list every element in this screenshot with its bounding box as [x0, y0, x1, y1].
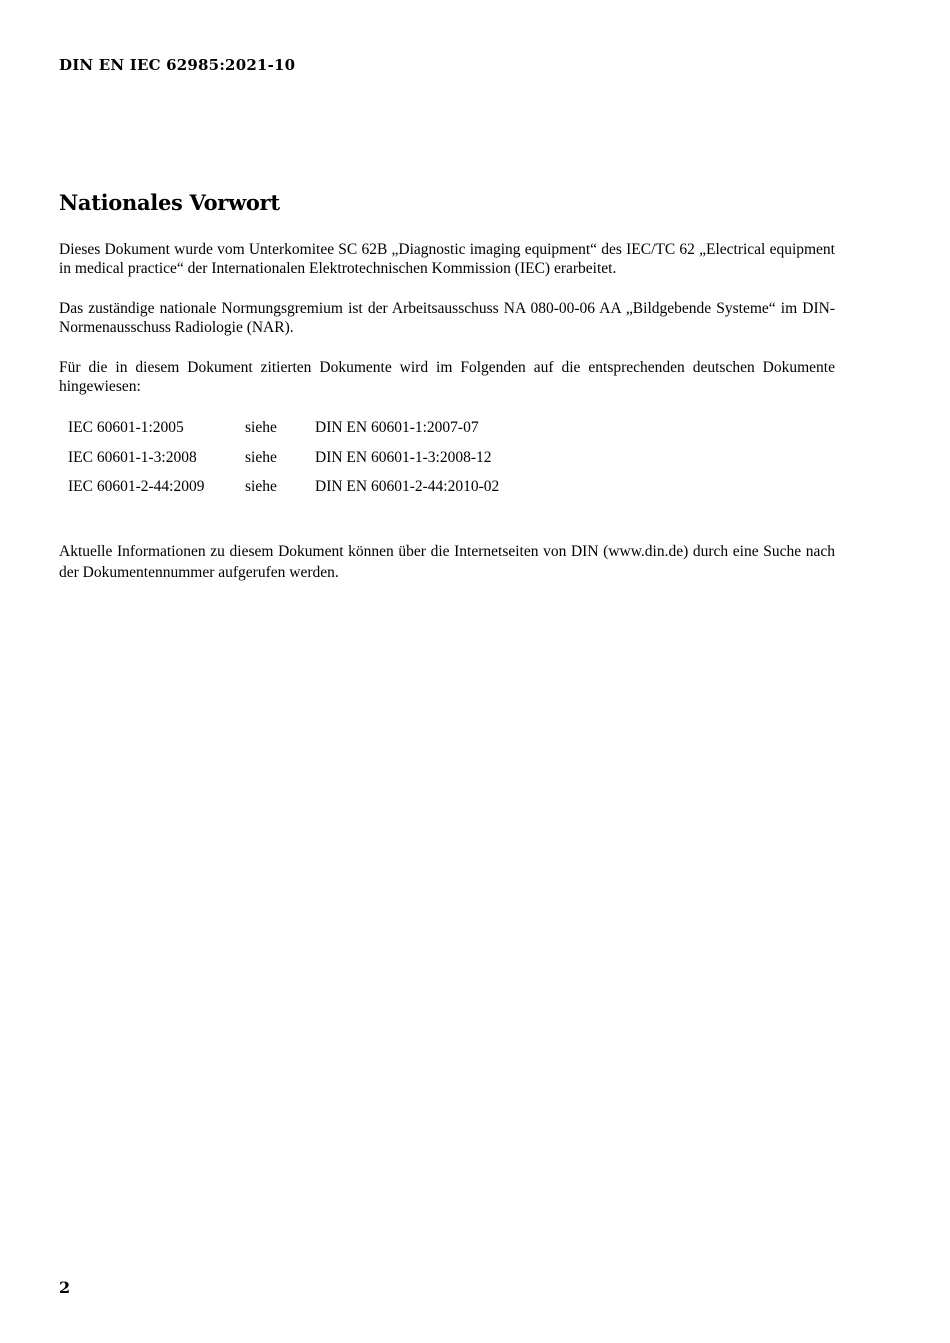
- reference-iec: IEC 60601-2-44:2009: [68, 478, 205, 495]
- document-id: DIN EN IEC 62985:2021-10: [59, 56, 296, 74]
- paragraph-references-intro: Für die in diesem Dokument zitierten Dokumente wird im Folgenden auf die entsprechenden deutschen Dokumente hingewiesen:: [59, 359, 835, 395]
- reference-din: DIN EN 60601-2-44:2010-02: [315, 478, 500, 495]
- reference-din: DIN EN 60601-1:2007-07: [315, 419, 479, 436]
- reference-relation: siehe: [245, 448, 277, 466]
- reference-row: [68, 419, 568, 449]
- reference-iec: IEC 60601-1-3:2008: [68, 448, 197, 466]
- reference-din: DIN EN 60601-1-3:2008-12: [315, 448, 492, 466]
- reference-relation: siehe: [245, 419, 277, 436]
- section-title: Nationales Vorwort: [59, 190, 280, 215]
- paragraph-origin: Dieses Dokument wurde vom Unterkomitee SC 62B „Diagnostic imaging equipment“ des IEC/TC 62 „Electrical equipment in medical practice“ der Internationalen Elektrotechnischen Kommission (IEC) erarbeitet.: [59, 241, 835, 277]
- reference-iec: IEC 60601-1:2005: [68, 419, 184, 436]
- paragraph-info: Aktuelle Informationen zu diesem Dokument können über die Internetseiten von DIN (www.din.de) durch eine Suche nach der Dokumentennummer aufgerufen werden.: [59, 543, 835, 581]
- reference-table: [68, 419, 568, 508]
- reference-row: [68, 478, 568, 508]
- reference-relation: siehe: [245, 478, 277, 495]
- reference-row: [68, 449, 568, 479]
- page-number: 2: [59, 1278, 71, 1297]
- paragraph-committee: Das zuständige nationale Normungsgremium ist der Arbeitsausschuss NA 080-00-06 AA „Bildgebende Systeme“ im DIN-Normenausschuss Radiologie (NAR).: [59, 300, 835, 336]
